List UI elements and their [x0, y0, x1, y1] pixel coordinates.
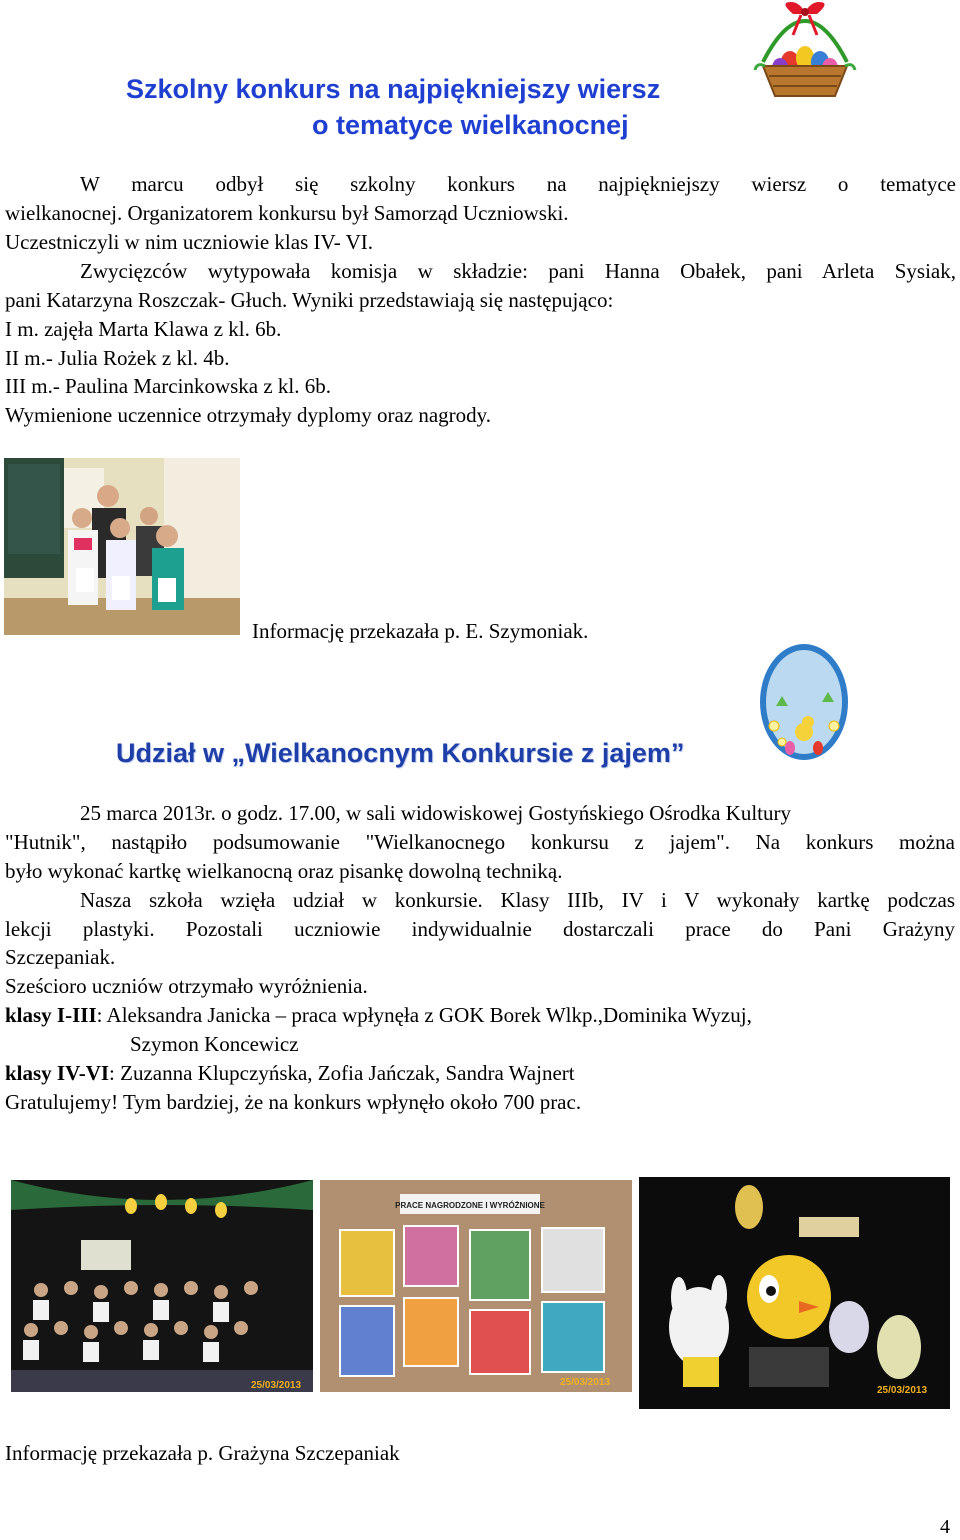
easter-egg-icon	[756, 636, 852, 762]
article2-klasy2	[5, 1059, 575, 1088]
article1-line-3: Uczestniczyli w nim uczniowie klas IV- VI.	[5, 230, 373, 254]
date-stamp-1: 25/03/2013	[251, 1380, 302, 1391]
article2-line-4: Nasza szkoła wzięła udział w konkursie. Klasy IIIb, IV i V wykonały kartkę podczas	[80, 888, 955, 912]
winners-photo	[4, 458, 240, 635]
article1-title-line1: Szkolny konkurs na najpiękniejszy wiersz	[126, 74, 661, 104]
date-stamp-3: 25/03/2013	[877, 1385, 928, 1396]
photo2-sign: PRACE NAGRODZONE I WYRÓŻNIONE	[395, 1201, 545, 1210]
date-stamp-2: 25/03/2013	[560, 1377, 611, 1388]
article2-line-5: lekcji plastyki. Pozostali uczniowie indywidualnie dostarczali prace do Pani Grażyny	[5, 917, 955, 941]
artwork-board-photo	[320, 1180, 632, 1392]
article2-line-7: Sześcioro uczniów otrzymało wyróżnienia.	[5, 974, 368, 998]
article2-line-1a	[80, 799, 791, 828]
article2-line-2: "Hutnik", nastąpiło podsumowanie "Wielkanocnego konkursu z jajem". Na konkurs można	[5, 830, 955, 854]
article1-line-6: I m. zajęła Marta Klawa z kl. 6b.	[5, 317, 282, 341]
article2-title: Udział w „Wielkanocnym Konkursie z jajem”	[116, 738, 685, 768]
article2-closing: Gratulujemy! Tym bardziej, że na konkurs wpłynęło około 700 prac.	[5, 1090, 582, 1114]
klasy2-text: : Zuzanna Klupczyńska, Zofia Jańczak, Sandra Wajnert	[109, 1061, 575, 1085]
article1-line-2: wielkanocnej. Organizatorem konkursu był Samorząd Uczniowski.	[5, 201, 569, 225]
article1-line-1: W marcu odbył się szkolny konkurs na najpiękniejszy wiersz o tematyce	[80, 172, 956, 196]
klasy1-label: klasy I-III	[5, 1003, 97, 1027]
article1-line-8: III m.- Paulina Marcinkowska z kl. 6b.	[5, 374, 332, 398]
klasy1-continuation: Szymon Koncewicz	[130, 1032, 299, 1056]
easter-eggs-photo	[639, 1177, 950, 1409]
article2-line-1: 25 marca 2013r. o godz. 17.00, w sali widowiskowej Gostyńskiego Ośrodka Kultury	[80, 801, 791, 825]
article2-line-3: było wykonać kartkę wielkanocną oraz pisankę dowolną techniką.	[5, 859, 563, 883]
page-number: 4	[940, 1516, 950, 1538]
article1-credit: Informację przekazała p. E. Szymoniak.	[252, 619, 589, 643]
easter-basket-icon	[745, 0, 865, 105]
klasy1-text: : Aleksandra Janicka – praca wpłynęła z GOK Borek Wlkp.,Dominika Wyzuj,	[96, 1003, 752, 1027]
klasy2-label: klasy IV-VI	[5, 1061, 110, 1085]
article1-line-5: pani Katarzyna Roszczak- Głuch. Wyniki przedstawiają się następująco:	[5, 288, 614, 312]
article1-title-line2: o tematyce wielkanocnej	[312, 110, 629, 140]
article1-line-7: II m.- Julia Rożek z kl. 4b.	[5, 346, 230, 370]
group-photo	[11, 1180, 313, 1392]
article2-credit: Informację przekazała p. Grażyna Szczepaniak	[5, 1441, 400, 1465]
article1-line-4: Zwycięzców wytypowała komisja w składzie: pani Hanna Obałek, pani Arleta Sysiak,	[80, 259, 956, 283]
article2-klasy1	[5, 1001, 752, 1030]
article2-line-6: Szczepaniak.	[5, 945, 116, 969]
article1-line-9: Wymienione uczennice otrzymały dyplomy oraz nagrody.	[5, 403, 492, 427]
